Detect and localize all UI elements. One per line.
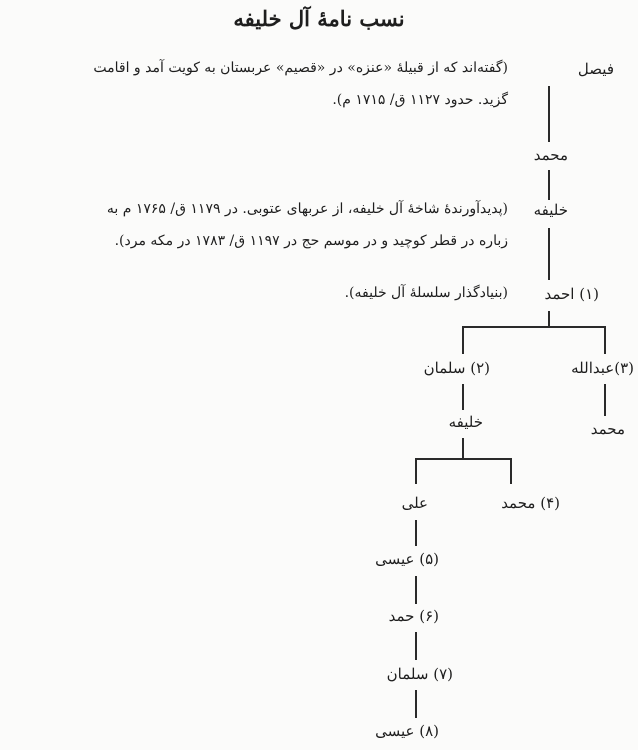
person-abdullah-3: (۳)عبدالله [571, 359, 634, 377]
person-salman-7: (۷) سلمان [386, 665, 453, 683]
note-faisal-line2: گزید. حدود ۱۱۲۷ ق/ ۱۷۱۵ م). [332, 92, 508, 108]
connector-salman7-isa [415, 690, 417, 718]
connector-khalifa2-branch [462, 438, 464, 458]
connector-abdullah-mohammad [604, 384, 606, 416]
connector-hamad-salman [415, 632, 417, 660]
branch-ahmad-sons [462, 326, 605, 328]
connector-branch-abdullah [604, 326, 606, 354]
connector-ali-isa [415, 520, 417, 546]
note-ahmad-line1: (بنیادگذار سلسلۀ آل خلیفه). [344, 285, 508, 301]
connector-branch-salman [462, 326, 464, 354]
connector-branch-ali [415, 458, 417, 484]
person-khalifa-1: خلیفه [533, 201, 568, 219]
note-faisal-line1: (گفته‌اند که از قبیلۀ «عنزه» در «قصیم» عربستان به کویت آمد و اقامت [93, 60, 508, 76]
person-hamad-6: (۶) حمد [388, 607, 439, 625]
note-khalifa-line2: زباره در قطر کوچید و در موسم حج در ۱۱۹۷ ق/ ۱۷۸۳ در مکه مرد). [114, 233, 508, 249]
person-mohammad-4: (۴) محمد [501, 494, 560, 512]
connector-faisal-mohammad [548, 86, 550, 142]
branch-khalifa2-sons [415, 458, 511, 460]
person-isa-8: (۸) عیسی [375, 722, 439, 740]
person-mohammad-1: محمد [533, 146, 568, 164]
person-faisal: فیصل [577, 60, 614, 78]
page-title: نسب نامۀ آل خلیفه [233, 6, 405, 31]
connector-khalifa-ahmad [548, 228, 550, 280]
person-ahmad: (۱) احمد [544, 285, 599, 303]
connector-ahmad-branch [548, 311, 550, 327]
person-isa-5: (۵) عیسی [375, 550, 439, 568]
connector-salman-khalifa [462, 384, 464, 410]
note-khalifa-line1: (پدیدآورندۀ شاخۀ آل خلیفه، از عربهای عتوبی. در ۱۱۷۹ ق/ ۱۷۶۵ م به [106, 201, 508, 217]
connector-mohammad-khalifa [548, 170, 550, 200]
person-mohammad-son-of-abdullah: محمد [590, 420, 625, 438]
person-khalifa-2: خلیفه [448, 413, 483, 431]
person-ali: علی [401, 494, 428, 512]
person-salman-2: (۲) سلمان [423, 359, 490, 377]
connector-branch-mohammad-4 [510, 458, 512, 484]
connector-isa5-hamad [415, 576, 417, 604]
